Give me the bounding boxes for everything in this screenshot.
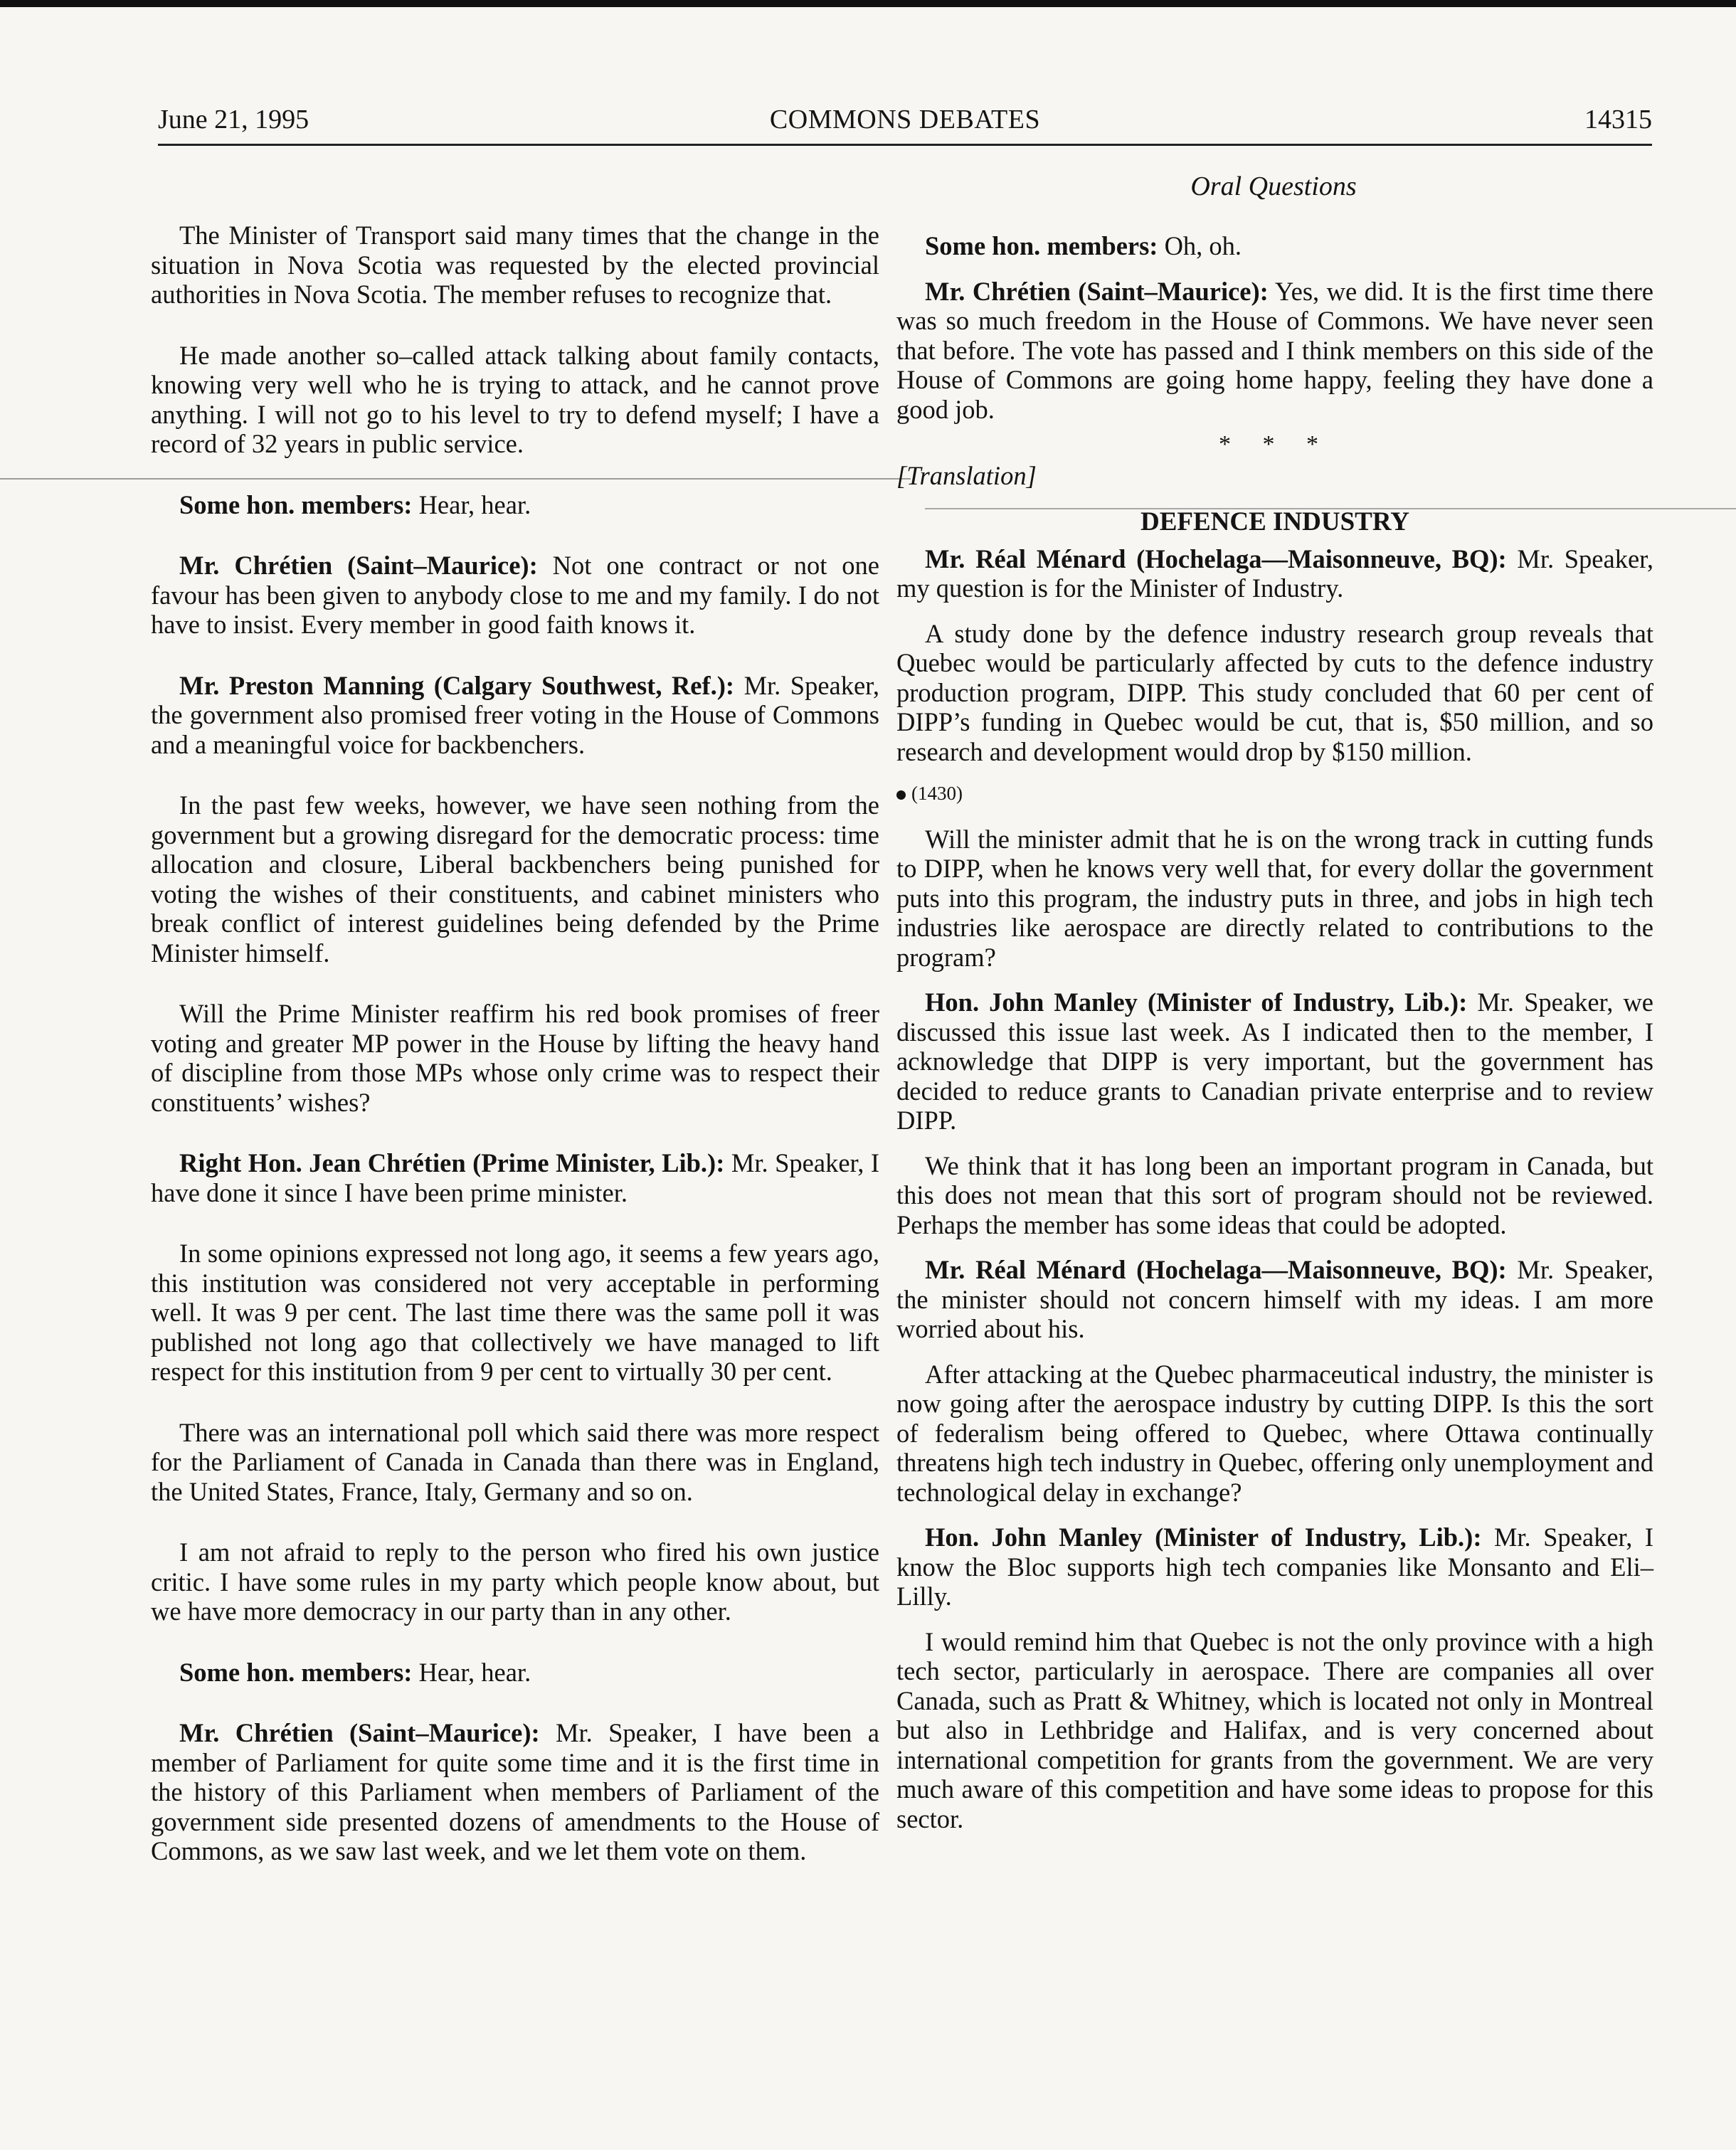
speaker: Mr. Chrétien (Saint–Maurice): (925, 276, 1269, 306)
speech (151, 1718, 879, 1866)
section-heading: DEFENCE INDUSTRY (1140, 507, 1409, 536)
left-column (151, 221, 879, 1866)
speaker: Some hon. members: (925, 231, 1158, 260)
paragraph: I am not afraid to reply to the person who fired his own justice critic. I have some rules in my party which people know about, but we have more democracy in our party than in any other. (151, 1537, 879, 1626)
speech-text: Mr. Speaker, my question is for the Minister of Industry. (896, 544, 1653, 603)
speaker: Right Hon. Jean Chrétien (Prime Minister, Lib.): (179, 1148, 725, 1177)
header-rule (158, 144, 1652, 146)
speech (896, 1255, 1653, 1344)
speaker: Hon. John Manley (Minister of Industry, Lib.): (925, 987, 1468, 1017)
speech-text: Hear, hear. (412, 1657, 531, 1687)
speech (151, 551, 879, 640)
speech (896, 277, 1653, 425)
paragraph: The Minister of Transport said many times that the change in the situation in Nova Scotia was requested by the elected provincial authorities in Nova Scotia. The member refuses to recognize that. (151, 221, 879, 309)
speech (151, 490, 879, 520)
speech-text: Mr. Speaker, we discussed this issue last week. As I indicated then to the member, I acknowledge that DIPP is very important, but the government has decided to reduce grants to Canadian private enterprise and to review DIPP. (896, 987, 1653, 1135)
paragraph: Will the minister admit that he is on the wrong track in cutting funds to DIPP, when he knows very well that, for every dollar the government puts into this program, the industry puts in three, and jobs in high tech industries like aerospace are directly related to contributions to the program? (896, 824, 1653, 972)
speech (896, 544, 1653, 603)
speech (896, 1523, 1653, 1611)
speaker: Hon. John Manley (Minister of Industry, Lib.): (925, 1523, 1482, 1552)
paragraph: He made another so–called attack talking about family contacts, knowing very well who he is trying to attack, and he cannot prove anything. I will not go to his level to try to defend myself; I have a record of 32 years in public service. (151, 340, 879, 458)
scan-edge (0, 0, 1736, 7)
speech-text: Mr. Speaker, I know the Bloc supports high tech companies like Monsanto and Eli–Lilly. (896, 1523, 1653, 1611)
translation-note: [Translation] (896, 460, 1037, 490)
speech-text: Oh, oh. (1158, 231, 1242, 260)
speech-text: Not one contract or not one favour has been given to anybody close to me and my family. I do not have to insist. Every member in good faith knows it. (151, 551, 879, 639)
speech (896, 987, 1653, 1135)
speaker: Mr. Réal Ménard (Hochelaga—Maisonneuve, BQ): (925, 544, 1507, 573)
paragraph: A study done by the defence industry research group reveals that Quebec would be particularly affected by cuts to the defence industry production program, DIPP. This study concluded that 60 per cent of DIPP’s funding in Quebec would be cut, that is, $50 million, and so research and development would drop by $150 million. (896, 618, 1653, 766)
speech-text: Mr. Speaker, I have done it since I have been prime minister. (151, 1148, 879, 1207)
speech-text: Mr. Speaker, the minister should not concern himself with my ideas. I am more worried about his. (896, 1255, 1653, 1343)
speaker: Some hon. members: (179, 1657, 413, 1687)
section-label: Oral Questions (1190, 171, 1357, 201)
speech (151, 671, 879, 760)
paragraph: After attacking at the Quebec pharmaceutical industry, the minister is now going after the aerospace industry by cutting DIPP. Is this the sort of federalism being offered to Quebec, where Ottawa continually threatens high tech industry in Quebec, offering only unemployment and technological delay in exchange? (896, 1359, 1653, 1507)
bullet-icon (896, 790, 906, 800)
speech-text: Mr. Speaker, I have been a member of Parliament for quite some time and it is the first time in the history of this Parliament when members of Parliament of the government side presented dozens of amendments to the House of Commons, as we saw last week, and we let them vote on them. (151, 1718, 879, 1865)
paragraph: There was an international poll which said there was more respect for the Parliament of Canada in Canada than there was in England, the United States, France, Italy, Germany and so on. (151, 1417, 879, 1506)
speech (896, 231, 1653, 261)
time-marker (896, 779, 1653, 809)
speech (151, 1658, 879, 1688)
speech-text: Hear, hear. (412, 489, 531, 519)
speaker: Mr. Réal Ménard (Hochelaga—Maisonneuve, BQ): (925, 1255, 1507, 1284)
speaker: Some hon. members: (179, 489, 413, 519)
right-column (896, 231, 1653, 1833)
page-header (158, 98, 1652, 141)
section-separator: * * * (1219, 431, 1331, 457)
speaker: Mr. Chrétien (Saint–Maurice): (179, 551, 538, 580)
time-marker-text: (1430) (911, 783, 963, 804)
header-title: COMMONS DEBATES (769, 105, 1041, 134)
paragraph: We think that it has long been an important program in Canada, but this does not mean that this sort of program should not be reviewed. Perhaps the member has some ideas that could be adopted. (896, 1150, 1653, 1239)
header-date: June 21, 1995 (158, 105, 309, 134)
speaker: Mr. Preston Manning (Calgary Southwest, Ref.): (179, 670, 735, 700)
paragraph: In the past few weeks, however, we have seen nothing from the government but a growing disregard for the democratic process: time allocation and closure, Liberal backbenchers being punished for voting the wishes of their constituents, and cabinet ministers who break conflict of interest guidelines being defended by the Prime Minister himself. (151, 790, 879, 968)
paragraph: In some opinions expressed not long ago, it seems a few years ago, this institution was considered not very acceptable in performing well. It was 9 per cent. The last time there was the same poll it was published not long ago that collectively we have managed to lift respect for this institution from 9 per cent to virtually 30 per cent. (151, 1239, 879, 1386)
paragraph: I would remind him that Quebec is not the only province with a high tech sector, particularly in aerospace. There are companies all over Canada, such as Pratt & Whitney, which is located not only in Montreal but also in Lethbridge and Halifax, and is very concerned about international competition for grants from the government. We are very much aware of this competition and have some ideas to propose for this sector. (896, 1626, 1653, 1833)
speech (151, 1148, 879, 1207)
paragraph: Will the Prime Minister reaffirm his red book promises of freer voting and greater MP power in the House by lifting the heavy hand of discipline from those MPs whose only crime was to respect their constituents’ wishes? (151, 999, 879, 1117)
page-number: 14315 (1584, 105, 1652, 134)
speech-text: Yes, we did. It is the first time there was so much freedom in the House of Commons. We have never seen that before. The vote has passed and I think members on this side of the House of Commons are going home happy, feeling they have done a good job. (896, 276, 1653, 424)
speech-text: Mr. Speaker, the government also promised freer voting in the House of Commons and a meaningful voice for backbenchers. (151, 670, 879, 759)
speaker: Mr. Chrétien (Saint–Maurice): (179, 1718, 540, 1747)
